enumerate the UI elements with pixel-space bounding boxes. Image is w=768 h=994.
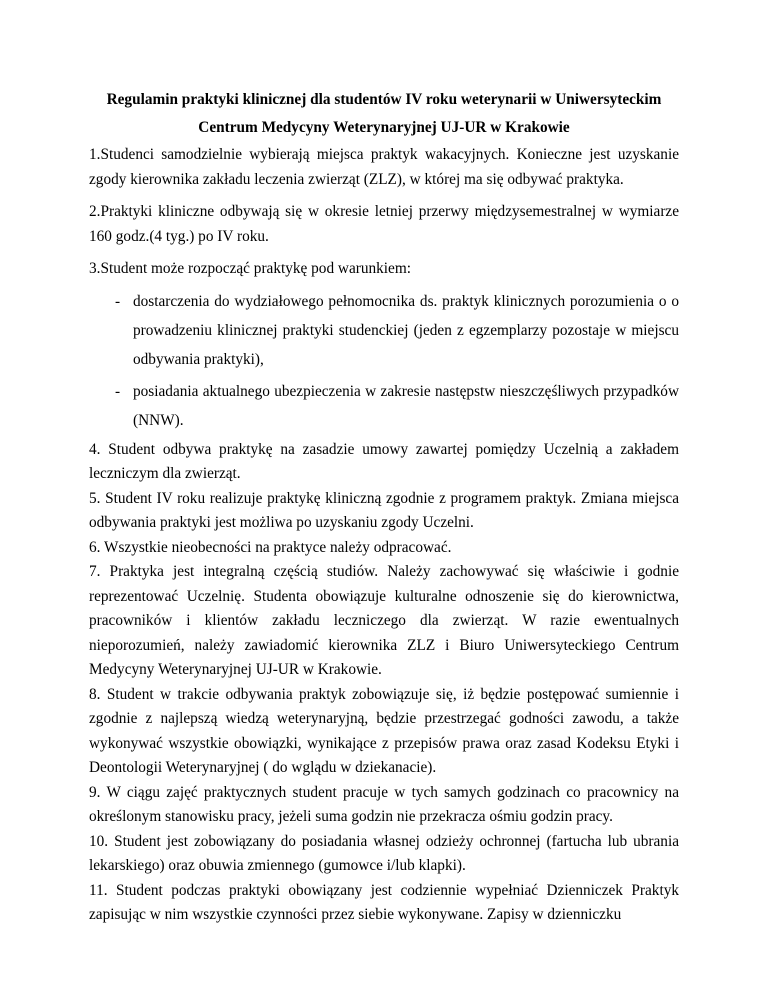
paragraph-1: 1.Studenci samodzielnie wybierają miejsca praktyk wakacyjnych. Konieczne jest uzyskanie zgody kierownika zakładu leczenia zwierząt (ZLZ), w której ma się odbywać praktyka. bbox=[89, 146, 679, 188]
condition-item bbox=[89, 287, 679, 374]
paragraph-9: 9. W ciągu zajęć praktycznych student pracuje w tych samych godzinach co pracownicy na określonym stanowisku pracy, jeżeli suma godzin nie przekracza ośmiu godzin pracy. bbox=[89, 783, 679, 825]
document-page bbox=[89, 87, 679, 928]
paragraph-6: 6. Wszystkie nieobecności na praktyce należy odpracować. bbox=[89, 538, 452, 556]
conditions-list bbox=[89, 287, 679, 435]
paragraph-3: 3.Student może rozpocząć praktykę pod warunkiem: bbox=[89, 260, 411, 277]
paragraph-4: 4. Student odbywa praktykę na zasadzie umowy zawartej pomiędzy Uczelnią a zakładem leczniczym dla zwierząt. bbox=[89, 440, 679, 482]
list-dash-marker: - bbox=[115, 382, 121, 400]
list-dash-marker: - bbox=[115, 292, 121, 310]
paragraph-8: 8. Student w trakcie odbywania praktyk zobowiązuje się, iż będzie postępować sumiennie i zgodnie z najlepszą wiedzą weterynaryjną, będzie przestrzegać godności zawodu, a także wykonywać wszystkie obowiązki, wynikające z przepisów prawa oraz zasad Kodeksu Etyki i Deontologii Weterynaryjnej ( do wglądu w dziekanacie). bbox=[89, 685, 679, 776]
paragraph-11: 11. Student podczas praktyki obowiązany jest codziennie wypełniać Dzienniczek Praktyk zapisując w nim wszystkie czynności przez siebie wykonywane. Zapisy w dzienniczku bbox=[89, 881, 679, 923]
paragraph-2: 2.Praktyki kliniczne odbywają się w okresie letniej przerwy międzysemestralnej w wymiarze 160 godz.(4 tyg.) po IV roku. bbox=[89, 203, 679, 245]
paragraph-7: 7. Praktyka jest integralną częścią studiów. Należy zachowywać się właściwie i godnie reprezentować Uczelnię. Studenta obowiązuje kulturalne odnoszenie się do kierownictwa, pracowników i klientów zakładu leczniczego dla zwierząt. W razie ewentualnych nieporozumień, należy zawiadomić kierownika ZLZ i Biuro Uniwersyteckiego Centrum Medycyny Weterynaryjnej UJ-UR w Krakowie. bbox=[89, 563, 679, 678]
document-title-line-1: Regulamin praktyki klinicznej dla studentów IV roku weterynarii w Uniwersyteckim bbox=[106, 91, 662, 108]
condition-text: posiadania aktualnego ubezpieczenia w zakresie następstw nieszczęśliwych przypadków (NNW). bbox=[133, 382, 679, 429]
paragraph-10: 10. Student jest zobowiązany do posiadania własnej odzieży ochronnej (fartucha lub ubrania lekarskiego) oraz obuwia zmiennego (gumowce i/lub klapki). bbox=[89, 832, 679, 874]
document-title-line-2: Centrum Medycyny Weterynaryjnej UJ-UR w Krakowie bbox=[198, 119, 570, 136]
condition-text: dostarczenia do wydziałowego pełnomocnika ds. praktyk klinicznych porozumienia o o prowadzeniu klinicznej praktyki studenckiej (jeden z egzemplarzy pozostaje w miejscu odbywania praktyki), bbox=[133, 292, 679, 368]
condition-item bbox=[89, 377, 679, 435]
paragraph-5: 5. Student IV roku realizuje praktykę kliniczną zgodnie z programem praktyk. Zmiana miejsca odbywania praktyki jest możliwa po uzyskaniu zgody Uczelni. bbox=[89, 489, 679, 531]
